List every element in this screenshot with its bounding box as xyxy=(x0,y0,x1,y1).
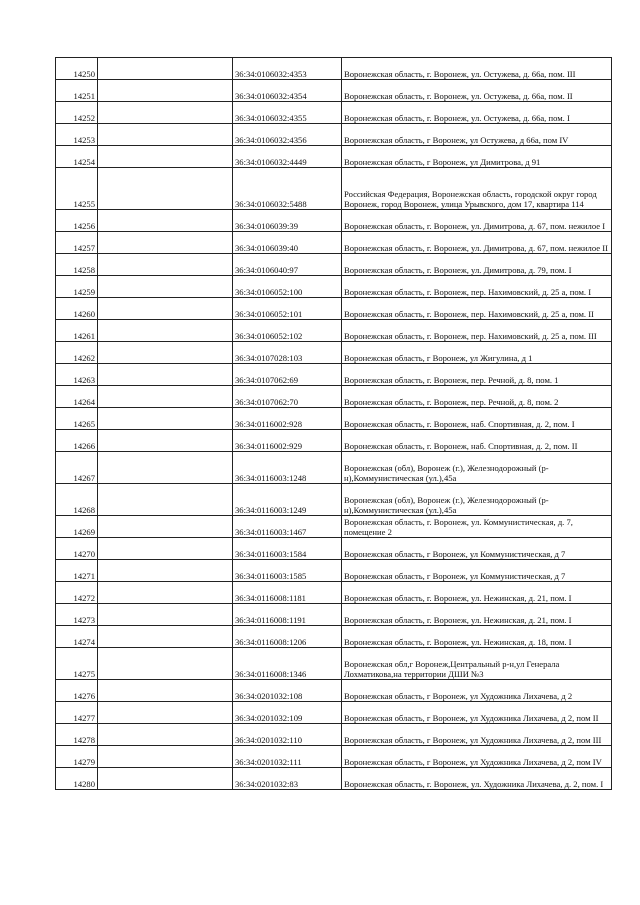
empty-cell xyxy=(98,298,233,320)
empty-cell xyxy=(98,102,233,124)
table-row xyxy=(56,298,612,320)
address-cell: Воронежская область, г. Воронеж, пер. Нахимовский, д. 25 а, пом. III xyxy=(342,320,612,342)
cadastral-number-cell: 36:34:0107062:70 xyxy=(233,386,342,408)
row-number-cell: 14267 xyxy=(56,452,98,484)
cadastral-number-cell: 36:34:0106052:101 xyxy=(233,298,342,320)
cadastral-number-cell: 36:34:0106039:40 xyxy=(233,232,342,254)
table-row xyxy=(56,102,612,124)
empty-cell xyxy=(98,168,233,210)
address-cell: Воронежская область, г Воронеж, ул Художника Лихачева, д 2, пом II xyxy=(342,702,612,724)
row-number-cell: 14277 xyxy=(56,702,98,724)
empty-cell xyxy=(98,560,233,582)
cadastral-number-cell: 36:34:0106040:97 xyxy=(233,254,342,276)
cadastral-number-cell: 36:34:0116003:1248 xyxy=(233,452,342,484)
empty-cell xyxy=(98,582,233,604)
row-number-cell: 14273 xyxy=(56,604,98,626)
address-cell: Воронежская область, г. Воронеж, ул. Остужева, д. 66а, пом. III xyxy=(342,58,612,80)
row-number-cell: 14256 xyxy=(56,210,98,232)
table-row xyxy=(56,452,612,484)
address-cell: Воронежская область, г Воронеж, ул Димитрова, д 91 xyxy=(342,146,612,168)
address-cell: Воронежская область, г. Воронеж, ул. Нежинская, д. 21, пом. I xyxy=(342,604,612,626)
address-cell: Воронежская область, г. Воронеж, пер. Нахимовский, д. 25 а, пом. I xyxy=(342,276,612,298)
cadastral-number-cell: 36:34:0116003:1584 xyxy=(233,538,342,560)
table-row xyxy=(56,210,612,232)
row-number-cell: 14254 xyxy=(56,146,98,168)
row-number-cell: 14263 xyxy=(56,364,98,386)
empty-cell xyxy=(98,232,233,254)
table-row xyxy=(56,254,612,276)
empty-cell xyxy=(98,626,233,648)
row-number-cell: 14279 xyxy=(56,746,98,768)
table-row xyxy=(56,648,612,680)
row-number-cell: 14260 xyxy=(56,298,98,320)
row-number-cell: 14275 xyxy=(56,648,98,680)
address-cell: Воронежская область, г Воронеж, ул Жигулина, д 1 xyxy=(342,342,612,364)
cadastral-number-cell: 36:34:0201032:108 xyxy=(233,680,342,702)
row-number-cell: 14255 xyxy=(56,168,98,210)
cadastral-number-cell: 36:34:0106039:39 xyxy=(233,210,342,232)
address-cell: Воронежская область, г. Воронеж, ул. Димитрова, д. 67, пом. нежилое I xyxy=(342,210,612,232)
address-cell: Воронежская область, г. Воронеж, пер. Нахимовский, д. 25 а, пом. II xyxy=(342,298,612,320)
cadastral-number-cell: 36:34:0116003:1249 xyxy=(233,484,342,516)
empty-cell xyxy=(98,320,233,342)
address-cell: Воронежская область, г. Воронеж, ул. Нежинская, д. 18, пом. I xyxy=(342,626,612,648)
table-row xyxy=(56,58,612,80)
table-row xyxy=(56,146,612,168)
row-number-cell: 14262 xyxy=(56,342,98,364)
row-number-cell: 14258 xyxy=(56,254,98,276)
address-cell: Воронежская область, г Воронеж, ул Художника Лихачева, д 2, пом III xyxy=(342,724,612,746)
table-row xyxy=(56,626,612,648)
cadastral-number-cell: 36:34:0106032:4449 xyxy=(233,146,342,168)
row-number-cell: 14253 xyxy=(56,124,98,146)
table-row xyxy=(56,538,612,560)
table-row xyxy=(56,364,612,386)
address-cell: Воронежская область, г Воронеж, ул Художника Лихачева, д 2, пом IV xyxy=(342,746,612,768)
cadastral-number-cell: 36:34:0116008:1206 xyxy=(233,626,342,648)
cadastral-number-cell: 36:34:0201032:111 xyxy=(233,746,342,768)
empty-cell xyxy=(98,124,233,146)
cadastral-number-cell: 36:34:0106052:102 xyxy=(233,320,342,342)
empty-cell xyxy=(98,604,233,626)
empty-cell xyxy=(98,386,233,408)
address-cell: Воронежская область, г. Воронеж, ул. Остужева, д. 66а, пом. II xyxy=(342,80,612,102)
address-cell: Воронежская область, г. Воронеж, наб. Спортивная, д. 2, пом. II xyxy=(342,430,612,452)
cadastral-number-cell: 36:34:0201032:83 xyxy=(233,768,342,790)
cadastral-number-cell: 36:34:0106032:4354 xyxy=(233,80,342,102)
address-cell: Воронежская область, г. Воронеж, ул. Димитрова, д. 79, пом. I xyxy=(342,254,612,276)
empty-cell xyxy=(98,680,233,702)
address-cell: Воронежская область, г. Воронеж, наб. Спортивная, д. 2, пом. I xyxy=(342,408,612,430)
address-cell: Воронежская область, г. Воронеж, ул. Коммунистическая, д. 7, помещение 2 xyxy=(342,516,612,538)
empty-cell xyxy=(98,538,233,560)
cadastral-number-cell: 36:34:0107028:103 xyxy=(233,342,342,364)
table-row xyxy=(56,560,612,582)
row-number-cell: 14251 xyxy=(56,80,98,102)
row-number-cell: 14272 xyxy=(56,582,98,604)
table-row xyxy=(56,342,612,364)
row-number-cell: 14261 xyxy=(56,320,98,342)
empty-cell xyxy=(98,724,233,746)
row-number-cell: 14257 xyxy=(56,232,98,254)
table-row xyxy=(56,724,612,746)
table-row xyxy=(56,408,612,430)
row-number-cell: 14276 xyxy=(56,680,98,702)
cadastral-number-cell: 36:34:0116003:1585 xyxy=(233,560,342,582)
empty-cell xyxy=(98,80,233,102)
cadastral-number-cell: 36:34:0106032:5488 xyxy=(233,168,342,210)
address-cell: Воронежская область, г. Воронеж, ул. Художника Лихачева, д. 2, пом. I xyxy=(342,768,612,790)
empty-cell xyxy=(98,768,233,790)
table-row xyxy=(56,702,612,724)
address-cell: Воронежская область, г. Воронеж, пер. Речной, д. 8, пом. 2 xyxy=(342,386,612,408)
address-cell: Воронежская область, г. Воронеж, ул. Остужева, д. 66а, пом. I xyxy=(342,102,612,124)
registry-table xyxy=(55,57,612,790)
empty-cell xyxy=(98,452,233,484)
empty-cell xyxy=(98,746,233,768)
address-cell: Российская Федерация, Воронежская область, городской округ город Воронеж, город Воронеж, улица Урывского, дом 17, квартира 114 xyxy=(342,168,612,210)
row-number-cell: 14269 xyxy=(56,516,98,538)
cadastral-number-cell: 36:34:0106052:100 xyxy=(233,276,342,298)
table-row xyxy=(56,124,612,146)
cadastral-number-cell: 36:34:0116008:1346 xyxy=(233,648,342,680)
row-number-cell: 14252 xyxy=(56,102,98,124)
address-cell: Воронежская область, г Воронеж, ул Художника Лихачева, д 2 xyxy=(342,680,612,702)
empty-cell xyxy=(98,484,233,516)
empty-cell xyxy=(98,702,233,724)
cadastral-number-cell: 36:34:0106032:4353 xyxy=(233,58,342,80)
cadastral-number-cell: 36:34:0106032:4356 xyxy=(233,124,342,146)
table-row xyxy=(56,232,612,254)
row-number-cell: 14271 xyxy=(56,560,98,582)
table-row xyxy=(56,746,612,768)
empty-cell xyxy=(98,342,233,364)
address-cell: Воронежская обл,г Воронеж,Центральный р-н,ул Генерала Лохматикова,на территории ДШИ №3 xyxy=(342,648,612,680)
empty-cell xyxy=(98,648,233,680)
empty-cell xyxy=(98,276,233,298)
empty-cell xyxy=(98,430,233,452)
table-row xyxy=(56,430,612,452)
cadastral-number-cell: 36:34:0106032:4355 xyxy=(233,102,342,124)
cadastral-number-cell: 36:34:0116008:1181 xyxy=(233,582,342,604)
row-number-cell: 14266 xyxy=(56,430,98,452)
empty-cell xyxy=(98,364,233,386)
address-cell: Воронежская область, г. Воронеж, пер. Речной, д. 8, пом. 1 xyxy=(342,364,612,386)
address-cell: Воронежская область, г Воронеж, ул Коммунистическая, д 7 xyxy=(342,538,612,560)
registry-table-body xyxy=(56,58,612,790)
cadastral-number-cell: 36:34:0116008:1191 xyxy=(233,604,342,626)
table-row xyxy=(56,386,612,408)
address-cell: Воронежская (обл), Воронеж (г.), Железнодорожный (р-н),Коммунистическая (ул.),45а xyxy=(342,484,612,516)
cadastral-number-cell: 36:34:0116002:929 xyxy=(233,430,342,452)
table-row xyxy=(56,604,612,626)
empty-cell xyxy=(98,210,233,232)
table-row xyxy=(56,484,612,516)
address-cell: Воронежская область, г Воронеж, ул Коммунистическая, д 7 xyxy=(342,560,612,582)
empty-cell xyxy=(98,408,233,430)
empty-cell xyxy=(98,146,233,168)
row-number-cell: 14259 xyxy=(56,276,98,298)
cadastral-number-cell: 36:34:0107062:69 xyxy=(233,364,342,386)
row-number-cell: 14264 xyxy=(56,386,98,408)
table-row xyxy=(56,516,612,538)
table-row xyxy=(56,680,612,702)
row-number-cell: 14268 xyxy=(56,484,98,516)
table-row xyxy=(56,320,612,342)
row-number-cell: 14250 xyxy=(56,58,98,80)
table-row xyxy=(56,276,612,298)
empty-cell xyxy=(98,516,233,538)
cadastral-number-cell: 36:34:0201032:109 xyxy=(233,702,342,724)
address-cell: Воронежская (обл), Воронеж (г.), Железнодорожный (р-н),Коммунистическая (ул.),45а xyxy=(342,452,612,484)
address-cell: Воронежская область, г. Воронеж, ул. Нежинская, д. 21, пом. I xyxy=(342,582,612,604)
cadastral-number-cell: 36:34:0116003:1467 xyxy=(233,516,342,538)
cadastral-number-cell: 36:34:0201032:110 xyxy=(233,724,342,746)
row-number-cell: 14274 xyxy=(56,626,98,648)
row-number-cell: 14270 xyxy=(56,538,98,560)
address-cell: Воронежская область, г Воронеж, ул Остужева, д 66а, пом IV xyxy=(342,124,612,146)
empty-cell xyxy=(98,58,233,80)
table-row xyxy=(56,168,612,210)
table-row xyxy=(56,768,612,790)
address-cell: Воронежская область, г. Воронеж, ул. Димитрова, д. 67, пом. нежилое II xyxy=(342,232,612,254)
row-number-cell: 14265 xyxy=(56,408,98,430)
table-row xyxy=(56,80,612,102)
row-number-cell: 14278 xyxy=(56,724,98,746)
cadastral-number-cell: 36:34:0116002:928 xyxy=(233,408,342,430)
empty-cell xyxy=(98,254,233,276)
row-number-cell: 14280 xyxy=(56,768,98,790)
table-row xyxy=(56,582,612,604)
